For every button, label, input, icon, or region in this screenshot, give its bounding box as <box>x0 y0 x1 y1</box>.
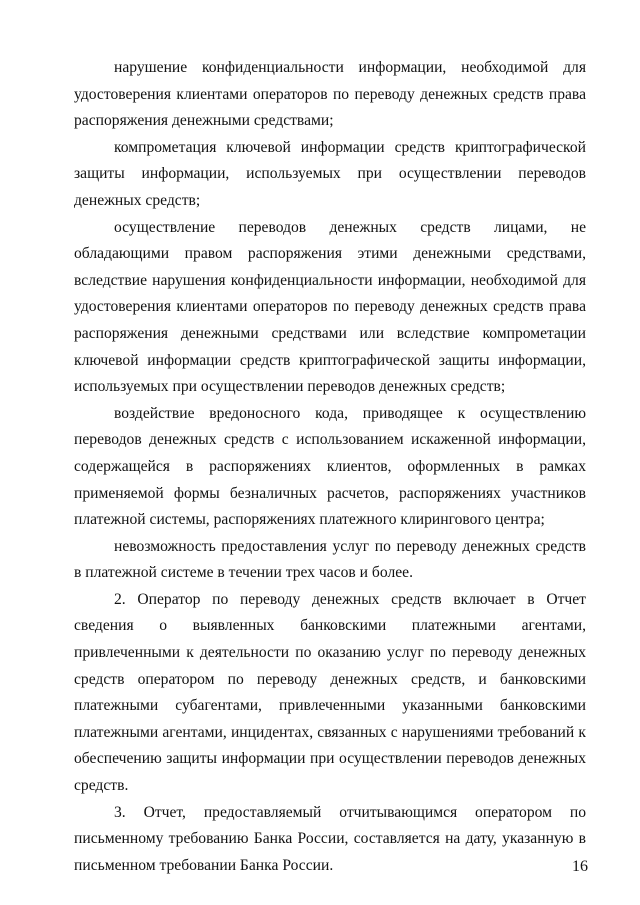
paragraph: компрометация ключевой информации средств криптографической защиты информации, используемых при осуществлении переводов денежных средств; <box>74 138 586 209</box>
page-number: 16 <box>572 858 588 875</box>
paragraph: осуществление переводов денежных средств лицами, не обладающими правом распоряжения этими денежными средствами, вследствие нарушения конфиденциальности информации, необходимой для удостоверения клиентами операторов по переводу денежных средств права распоряжения денежными средствами или вследствие компрометации ключевой информации средств криптографической защиты информации, используемых при осуществлении переводов денежных средств; <box>74 218 586 396</box>
paragraph: нарушение конфиденциальности информации, необходимой для удостоверения клиентами операторов по переводу денежных средств права распоряжения денежными средствами; <box>74 59 586 130</box>
document-body <box>74 55 586 879</box>
numbered-paragraph: 3. Отчет, предоставляемый отчитывающимся оператором по письменному требованию Банка России, составляется на дату, указанную в письменном требовании Банка России. <box>74 803 586 874</box>
paragraph: невозможность предоставления услуг по переводу денежных средств в платежной системе в течении трех часов и более. <box>74 537 586 582</box>
numbered-paragraph: 2. Оператор по переводу денежных средств включает в Отчет сведения о выявленных банковскими платежными агентами, привлеченными к деятельности по оказанию услуг по переводу денежных средств оператором по переводу денежных средств, и банковскими платежными субагентами, привлеченными указанными банковскими платежными агентами, инцидентах, связанных с нарушениями требований к обеспечению защиты информации при осуществлении переводов денежных средств. <box>74 590 586 795</box>
paragraph: воздействие вредоносного кода, приводящее к осуществлению переводов денежных средств с использованием искаженной информации, содержащейся в распоряжениях клиентов, оформленных в рамках применяемой формы безналичных расчетов, распоряжениях участников платежной системы, распоряжениях платежного клирингового центра; <box>74 404 586 529</box>
